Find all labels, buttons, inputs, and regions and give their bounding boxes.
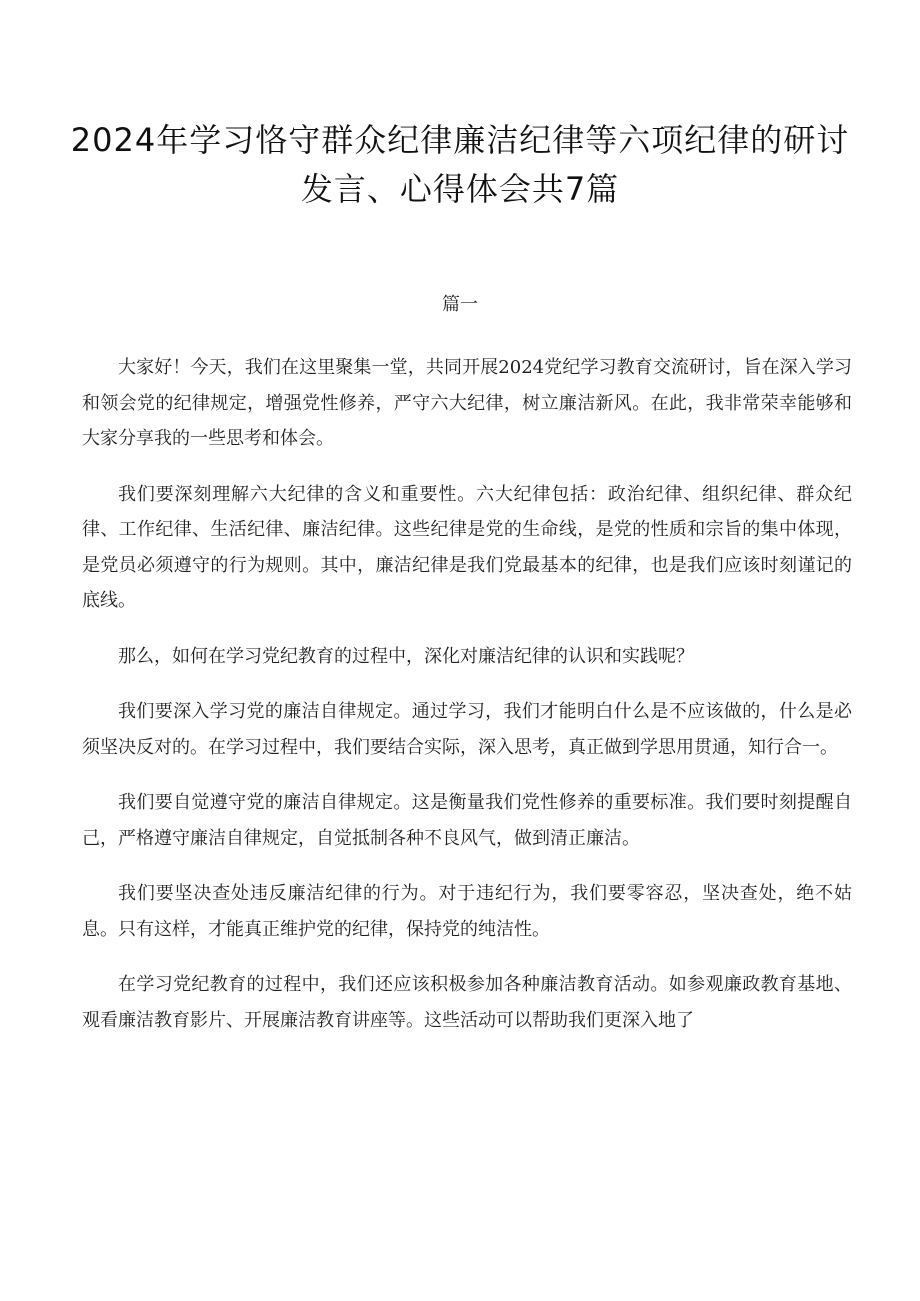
paragraph: 大家好！今天，我们在这里聚集一堂，共同开展2024党纪学习教育交流研讨，旨在深入学习和领会党的纪律规定，增强党性修养，严守六大纪律，树立廉洁新风。在此，我非常荣幸能够和大家分享我的一些思考和体会。 [82,357,852,449]
section-heading: 篇一 [442,294,478,315]
paragraph: 我们要坚决查处违反廉洁纪律的行为。对于违纪行为，我们要零容忍，坚决查处，绝不姑息。只有这样，才能真正维护党的纪律，保持党的纯洁性。 [82,883,852,940]
document-title: 2024年学习恪守群众纪律廉洁纪律等六项纪律的研讨发言、心得体会共7篇 [70,121,850,208]
document-body [82,350,852,1058]
paragraph: 我们要深入学习党的廉洁自律规定。通过学习，我们才能明白什么是不应该做的，什么是必须坚决反对的。在学习过程中，我们要结合实际，深入思考，真正做到学思用贯通，知行合一。 [82,701,852,758]
paragraph: 在学习党纪教育的过程中，我们还应该积极参加各种廉洁教育活动。如参观廉政教育基地、观看廉洁教育影片、开展廉洁教育讲座等。这些活动可以帮助我们更深入地了 [82,974,852,1031]
paragraph: 我们要自觉遵守党的廉洁自律规定。这是衡量我们党性修养的重要标准。我们要时刻提醒自己，严格遵守廉洁自律规定，自觉抵制各种不良风气，做到清正廉洁。 [82,792,852,849]
paragraph: 那么，如何在学习党纪教育的过程中，深化对廉洁纪律的认识和实践呢？ [118,645,694,667]
paragraph: 我们要深刻理解六大纪律的含义和重要性。六大纪律包括：政治纪律、组织纪律、群众纪律、工作纪律、生活纪律、廉洁纪律。这些纪律是党的生命线，是党的性质和宗旨的集中体现，是党员必须遵守的行为规则。其中，廉洁纪律是我们党最基本的纪律，也是我们应该时刻谨记的底线。 [82,483,852,611]
